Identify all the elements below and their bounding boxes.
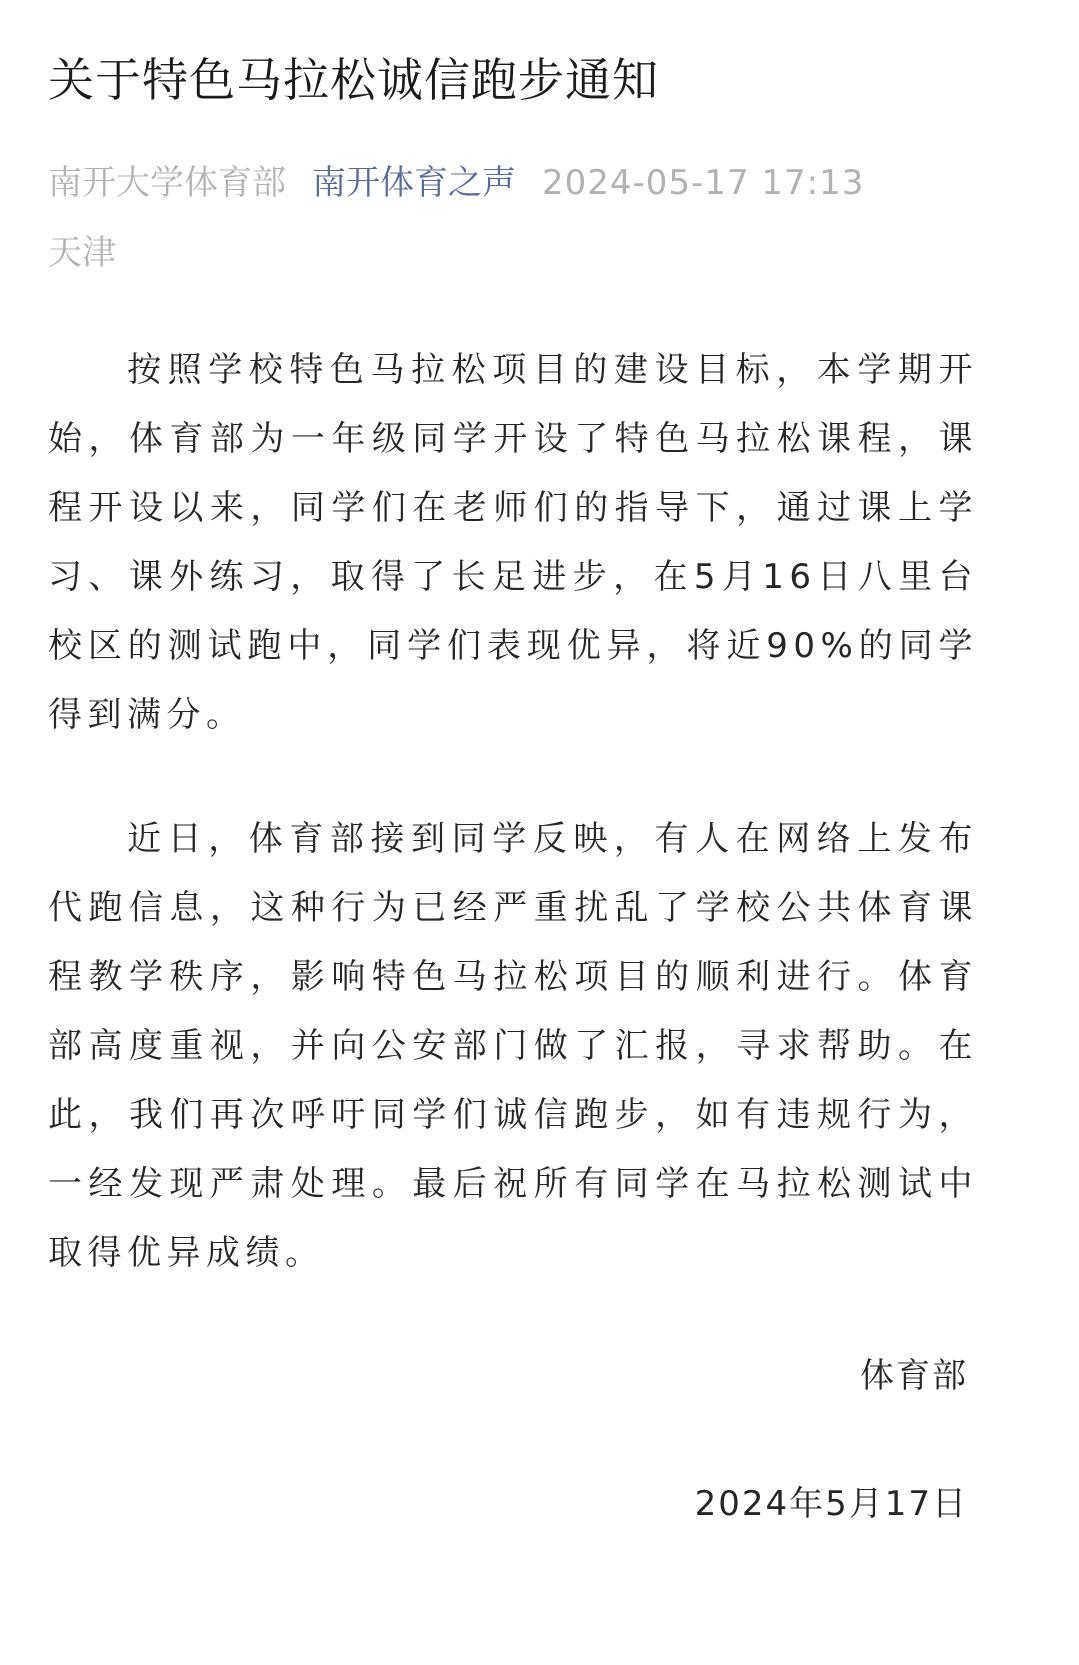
- paragraph-text: 按照学校特色马拉松项目的建设目标，本学期开始，体育部为一年级同学开设了特色马拉松课程，课程开设以来，同学们在老师们的指导下，通过课上学习、课外练习，取得了长足进步，在5月16日八里台校区的测试跑中，同学们表现优异，将近90%的同学得到满分。: [48, 350, 978, 735]
- paragraph-text: 近日，体育部接到同学反映，有人在网络上发布代跑信息，这种行为已经严重扰乱了学校公共体育课程教学秩序，影响特色马拉松项目的顺利进行。体育部高度重视，并向公安部门做了汇报，寻求帮助。在此，我们再次呼吁同学们诚信跑步，如有违规行为，一经发现严肃处理。最后祝所有同学在马拉松测试中取得优异成绩。: [48, 819, 978, 1273]
- article-title: 关于特色马拉松诚信跑步通知: [48, 53, 659, 107]
- signature-department: 体育部: [860, 1356, 968, 1396]
- paragraph: [48, 336, 978, 750]
- account-link[interactable]: 南开体育之声: [312, 163, 516, 203]
- publish-datetime: 2024-05-17 17:13: [542, 163, 865, 203]
- author-name: 南开大学体育部: [48, 163, 286, 203]
- paragraph: [48, 805, 978, 1288]
- publish-location: 天津: [48, 233, 116, 273]
- signature-date: 2024年5月17日: [694, 1484, 968, 1524]
- article-meta: [48, 148, 978, 288]
